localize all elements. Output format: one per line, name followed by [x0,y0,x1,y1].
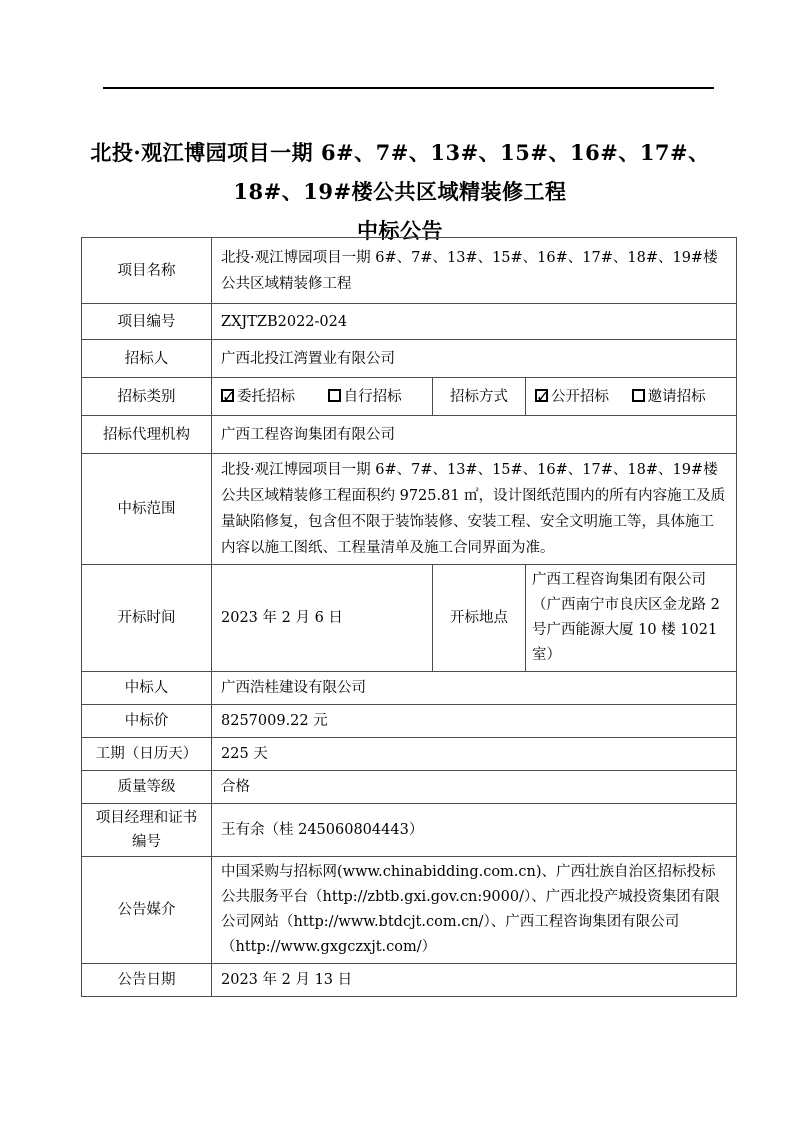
announcement-media-value: 中国采购与招标网(www.chinabidding.com.cn)、广西壮族自治区招标投标公共服务平台（http://zbtb.gxi.gov.cn:9000/）、广西北投产城投资集团有限公司网站（http://www.btdcjt.com.cn/）、广西工程咨询集团有限公司（http://www.gxgczxjt.com/） [212,857,737,964]
bid-opening-place-label: 开标地点 [433,565,526,672]
table-row [82,804,737,857]
table-row [82,672,737,705]
tender-agency-value: 广西工程咨询集团有限公司 [212,416,737,454]
table-row [82,238,737,304]
option-label: 邀请招标 [647,388,706,405]
table-row [82,454,737,565]
table-row [82,416,737,454]
project-manager-value: 王有余（桂 245060804443） [212,804,737,857]
bid-opening-time-label: 开标时间 [82,565,212,672]
table-row [82,565,737,672]
table-row [82,705,737,738]
announcement-date-label: 公告日期 [82,964,212,997]
tender-category-label: 招标类别 [82,378,212,416]
checkbox-checked-icon [535,389,548,402]
option-label: 自行招标 [343,388,402,405]
project-number-value: ZXJTZB2022-024 [212,304,737,340]
announcement-date-value: 2023 年 2 月 13 日 [212,964,737,997]
tender-category-options [212,378,433,416]
checkbox-unchecked-icon [632,389,645,402]
document-title-block [70,133,730,250]
option-label: 委托招标 [237,388,295,405]
tenderer-label: 招标人 [82,340,212,378]
option-self-tender [328,389,402,405]
table-row [82,378,737,416]
quality-grade-label: 质量等级 [82,771,212,804]
project-number-label: 项目编号 [82,304,212,340]
option-open-tender [535,389,609,405]
header-rule [103,87,714,89]
table-row [82,964,737,997]
announcement-media-label: 公告媒介 [82,857,212,964]
award-scope-label: 中标范围 [82,454,212,565]
document-title-line2: 18#、19#楼公共区域精装修工程 [233,179,567,204]
award-price-label: 中标价 [82,705,212,738]
project-manager-label: 项目经理和证书编号 [82,804,212,857]
tender-agency-label: 招标代理机构 [82,416,212,454]
table-row [82,857,737,964]
bid-opening-place-value: 广西工程咨询集团有限公司（广西南宁市良庆区金龙路 2 号广西能源大厦 10 楼 1021 室） [526,565,737,672]
option-invited-tender [632,389,706,405]
checkbox-unchecked-icon [328,389,341,402]
document-subtitle: 中标公告 [357,218,443,243]
table-row [82,771,737,804]
award-price-value: 8257009.22 元 [212,705,737,738]
option-entrusted-tender [221,389,295,405]
project-name-label: 项目名称 [82,238,212,304]
tenderer-value: 广西北投江湾置业有限公司 [212,340,737,378]
bid-opening-time-value: 2023 年 2 月 6 日 [212,565,433,672]
quality-grade-value: 合格 [212,771,737,804]
tender-method-label: 招标方式 [433,378,526,416]
tender-method-options [526,378,737,416]
duration-label: 工期（日历天） [82,738,212,771]
winner-value: 广西浩桂建设有限公司 [212,672,737,705]
award-announcement-table [81,237,737,997]
project-name-value: 北投·观江博园项目一期 6#、7#、13#、15#、16#、17#、18#、19#楼公共区域精装修工程 [212,238,737,304]
table-row [82,304,737,340]
document-title-line1: 北投·观江博园项目一期 6#、7#、13#、15#、16#、17#、 [90,140,710,165]
winner-label: 中标人 [82,672,212,705]
duration-value: 225 天 [212,738,737,771]
checkbox-checked-icon [221,389,234,402]
table-row [82,340,737,378]
award-scope-value: 北投·观江博园项目一期 6#、7#、13#、15#、16#、17#、18#、19#楼公共区域精装修工程面积约 9725.81 ㎡，设计图纸范围内的所有内容施工及质量缺陷修复，包含但不限于装饰装修、安装工程、安全文明施工等，具体施工内容以施工图纸、工程量清单及施工合同界面为准。 [212,454,737,565]
option-label: 公开招标 [551,388,609,405]
table-row [82,738,737,771]
